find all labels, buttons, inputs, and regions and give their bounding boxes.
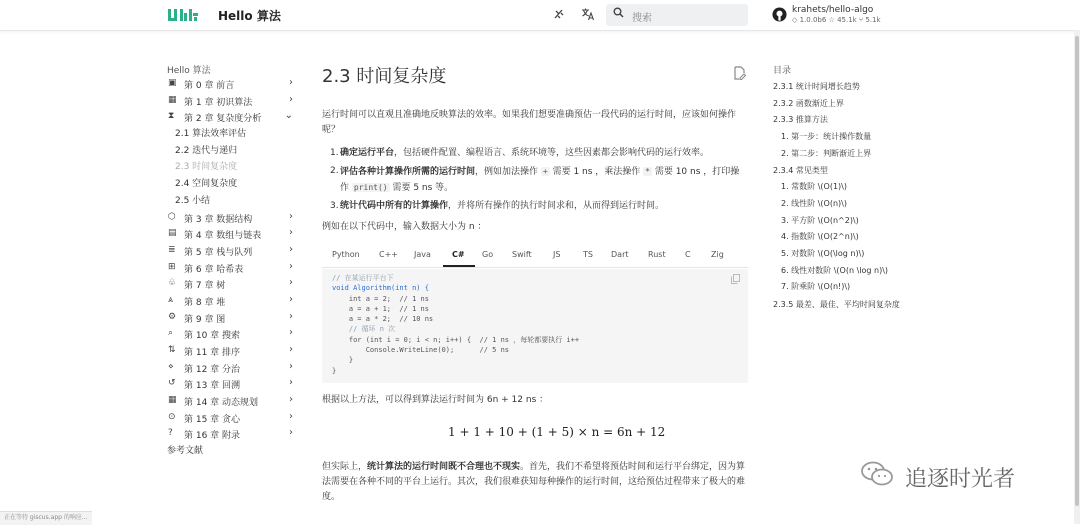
sidebar-item-label: 第 0 章 前言 (184, 81, 235, 91)
inline-code: * (645, 167, 650, 176)
tab-java[interactable]: Java (414, 250, 431, 259)
code-text (332, 273, 579, 376)
copy-icon[interactable] (731, 274, 740, 287)
table-search-icon: ⊞ (168, 261, 176, 272)
active-tab-indicator (443, 265, 475, 267)
sidebar-item-label: 第 1 章 初识算法 (184, 97, 253, 108)
step-text: 需要 10 ns ，打印操作 (340, 167, 740, 193)
code-line-7: Console.WriteLine(0); // 5 ns (332, 346, 510, 355)
code-line-0: // 在某运行平台下 (332, 274, 394, 282)
chevron-right-icon: › (289, 360, 293, 372)
intro-paragraph: 运行时间可以直观且准确地反映算法的效率。如果我们想要准确预估一段代码的运行时间，应该如何操作呢？ (322, 110, 737, 135)
toc-item[interactable]: 2.3.5 最差、最佳、平均时间复杂度 (773, 300, 900, 310)
watermark-text: 追逐时光者 (905, 467, 1016, 492)
step-bold: 确定运行平台 (340, 148, 395, 158)
toc-item[interactable]: 2.3.2 函数渐近上界 (773, 98, 844, 108)
step-text: ，例如加法操作 (475, 167, 541, 177)
sidebar-item-chapter-11[interactable] (167, 344, 299, 361)
code-line-9: } (332, 366, 337, 375)
closing-paragraph (322, 460, 748, 505)
sidebar-item-label: 第 4 章 数组与链表 (184, 231, 262, 242)
translate-icon[interactable] (580, 7, 596, 23)
toc-item[interactable]: 2.3.4 常见类型 (773, 165, 828, 175)
toc-item[interactable]: 1. 第一步：统计操作数量 (781, 132, 872, 142)
toc-item[interactable]: 2. 第二步：判断渐近上界 (781, 148, 872, 158)
grid-icon: ▤ (168, 228, 177, 239)
tab-js[interactable]: JS (553, 250, 561, 259)
sidebar-item-chapter-4[interactable] (167, 227, 299, 244)
sidebar-item-chapter-2[interactable] (167, 110, 299, 127)
toc-item[interactable]: 6. 线性对数阶 \(O(n \log n)\) (781, 265, 889, 275)
repo-forks: 5.1k (865, 16, 881, 24)
sidebar-item-label: 第 15 章 贪心 (184, 414, 241, 425)
list-item: 2. 评估各种计算操作所需的运行时间，例如加法操作 + 需要 1 ns ，乘法操作 * 需要 10 ns ，打印操作 print() 需要 5 ns 等。 (330, 166, 740, 193)
sidebar-item-label: 第 5 章 栈与队列 (184, 247, 253, 258)
tab-python[interactable]: Python (332, 250, 360, 259)
closing-text-rest: 。首先，我们不希望将预估时间和运行平台绑定，因为算法需要在各种不同的平台上运行。其次，我们很难获知每种操作的运行时间，这给预估过程带来了极大的难度。 (322, 462, 746, 502)
code-line-3: a = a + 1; // 1 ns (332, 304, 429, 313)
chevron-right-icon: › (289, 377, 293, 389)
hourglass-icon: ⧗ (168, 111, 175, 122)
inline-code: print() (353, 183, 388, 192)
step-text: ，并将所有操作的执行时间求和，从而得到运行时间。 (448, 201, 665, 211)
sidebar-subitem-2-3-active[interactable]: 2.3 时间复杂度 (175, 162, 238, 173)
result-paragraph: 根据以上方法，可以得到算法运行时间为 6n + 12 ns ： (322, 395, 549, 405)
chevron-right-icon: › (289, 277, 293, 289)
search-input[interactable] (606, 4, 748, 26)
code-line-6: for (int i = 0; i < n; i++) { // 1 ns ，每轮都要执行 i++ (332, 335, 580, 344)
chevron-right-icon: › (289, 427, 293, 439)
sidebar-nav (167, 63, 299, 460)
sidebar-item-label: 第 16 章 附录 (184, 431, 241, 442)
sidebar-item-chapter-7[interactable] (167, 277, 299, 294)
hello-algo-logo[interactable] (167, 5, 199, 25)
chevron-right-icon: › (289, 410, 293, 422)
sidebar-item-chapter-12[interactable] (167, 361, 299, 378)
sidebar-item-label: 第 2 章 复杂度分析 (184, 114, 262, 125)
wechat-icon (860, 460, 894, 494)
code-line-5: // 循环 n 次 (332, 325, 396, 334)
runtime-formula: 1 + 1 + 10 + (1 + 5) × n = 6n + 12 (448, 425, 666, 439)
tab-c[interactable]: C (685, 250, 691, 259)
step-bold: 评估各种计算操作所需的运行时间 (340, 167, 476, 177)
tab-dart[interactable]: Dart (611, 250, 629, 259)
tree-icon: ♧ (168, 278, 177, 289)
tab-go[interactable]: Go (482, 250, 494, 259)
sidebar-item-chapter-15[interactable] (167, 411, 299, 428)
chevron-right-icon: › (289, 77, 293, 88)
closing-text: 但实际上， (322, 462, 368, 472)
example-intro: 例如在以下代码中，输入数据大小为 n ： (322, 222, 487, 232)
toc-item[interactable]: 2.3.3 推算方法 (773, 115, 828, 125)
repo-version: 1.0.0b6 (799, 16, 827, 24)
repo-stars: 45.1k (837, 16, 857, 24)
sidebar-item-label: 第 11 章 排序 (184, 348, 241, 358)
sidebar-item-label: 第 6 章 哈希表 (184, 264, 244, 275)
toc-item[interactable]: 3. 平方阶 \(O(n^2)\) (781, 215, 859, 225)
site-title[interactable]: Hello 算法 (218, 9, 281, 23)
sidebar-item-chapter-10[interactable] (167, 327, 299, 344)
github-icon (772, 7, 787, 26)
sidebar-item-references[interactable]: 参考文献 (167, 446, 204, 457)
chevron-right-icon: › (289, 293, 293, 305)
code-line-8: } (332, 356, 354, 365)
scrollbar-thumb[interactable] (1075, 36, 1079, 506)
shapes-icon: ⬡ (168, 211, 176, 222)
sidebar-item-chapter-1[interactable] (167, 94, 299, 111)
repo-name: krahets/hello-algo (792, 5, 874, 15)
toc-item[interactable]: 5. 对数阶 \(O(\log n)\) (781, 249, 865, 259)
code-line-1: void Algorithm(int n) { (332, 284, 429, 293)
book-icon: ▣ (168, 78, 177, 88)
list-item: 1. 确定运行平台，包括硬件配置、编程语言、系统环境等，这些因素都会影响代码的运行效率。 (330, 148, 710, 158)
page-title: 2.3 时间复杂度 (322, 66, 447, 87)
sidebar-subitem-2-2[interactable]: 2.2 迭代与递归 (175, 145, 238, 156)
sidebar-item-chapter-3[interactable] (167, 211, 299, 228)
sidebar-item-chapter-14[interactable] (167, 394, 299, 411)
palette-off-icon[interactable] (551, 7, 567, 23)
search-placeholder: 搜索 (632, 13, 652, 24)
help-circle-icon: ? (168, 428, 173, 439)
chevron-right-icon: › (289, 93, 293, 105)
stack-icon: ≣ (168, 244, 176, 255)
page-scrollbar[interactable] (1074, 30, 1080, 524)
sidebar-subitem-2-4[interactable]: 2.4 空间复杂度 (175, 179, 238, 190)
sidebar-item-chapter-0[interactable] (167, 77, 299, 94)
sidebar-item-chapter-6[interactable] (167, 261, 299, 278)
tab-rust[interactable]: Rust (648, 250, 666, 259)
chevron-right-icon: › (289, 210, 293, 222)
chevron-right-icon: › (289, 227, 293, 239)
sort-icon: ⇅ (168, 345, 176, 355)
tab-cpp[interactable]: C++ (379, 250, 398, 259)
step-bold: 统计代码中所有的计算操作 (340, 201, 449, 211)
chevron-right-icon: › (289, 260, 293, 272)
step-text: 需要 5 ns 等。 (389, 183, 454, 193)
toc-item[interactable]: 4. 指数阶 \(O(2^n)\) (781, 232, 859, 242)
top-header (0, 0, 1080, 31)
heap-icon: ⩓ (168, 294, 174, 305)
inline-code: + (542, 167, 548, 176)
sidebar-item-label: 第 7 章 树 (184, 281, 226, 292)
chevron-right-icon: › (289, 344, 293, 355)
sidebar-item-chapter-5[interactable] (167, 244, 299, 261)
list-item: 3. 统计代码中所有的计算操作，并将所有操作的执行时间求和，从而得到运行时间。 (330, 201, 665, 211)
toc-item[interactable]: 2. 线性阶 \(O(n)\) (781, 198, 847, 208)
sidebar-subitem-2-5[interactable]: 2.5 小结 (175, 195, 211, 206)
step-text: 需要 1 ns ，乘法操作 (549, 167, 644, 177)
table-of-contents (773, 63, 903, 310)
sidebar-item-chapter-16[interactable] (167, 427, 299, 444)
language-tabs (322, 245, 748, 268)
code-block (322, 269, 748, 383)
sidebar-item-label: 第 12 章 分治 (184, 364, 241, 375)
sidebar-item-label: 第 13 章 回溯 (184, 381, 241, 392)
calculator-icon: ▦ (168, 94, 177, 105)
backtrack-icon: ↺ (168, 378, 176, 389)
map-pin-icon: ⊙ (168, 411, 176, 422)
tab-zig[interactable]: Zig (711, 250, 724, 259)
graph-icon: ⚙ (168, 311, 177, 322)
step-text: ，包括硬件配置、编程语言、系统环境等，这些因素都会影响代码的运行效率。 (394, 148, 710, 158)
search-icon (613, 7, 624, 21)
edit-page-icon[interactable] (733, 66, 746, 84)
sidebar-item-label: 第 14 章 动态规划 (184, 398, 259, 409)
chevron-right-icon: › (289, 243, 293, 255)
code-line-4: a = a * 2; // 10 ns (332, 315, 434, 324)
chevron-right-icon: › (289, 394, 293, 406)
chevron-right-icon: › (289, 310, 293, 322)
repo-stats: ◇ 1.0.0b6 ☆ 45.1k ⑂ 5.1k (792, 16, 881, 24)
toc-item[interactable]: 2.3.1 统计时间增长趋势 (773, 82, 860, 91)
sidebar-subitem-2-1[interactable]: 2.1 算法效率评估 (175, 129, 247, 140)
tab-csharp[interactable]: C# (452, 250, 465, 259)
tab-swift[interactable]: Swift (512, 250, 532, 259)
sidebar-heading: Hello 算法 (167, 66, 211, 76)
sidebar-item-label: 第 9 章 图 (184, 314, 226, 325)
split-icon: ⋄ (168, 361, 174, 372)
sidebar-item-chapter-9[interactable] (167, 311, 299, 328)
text-search-icon: ⌕ (168, 328, 174, 339)
sidebar-item-chapter-8[interactable] (167, 294, 299, 311)
sidebar-item-label: 第 3 章 数据结构 (184, 214, 253, 225)
sidebar-item-label: 第 8 章 堆 (184, 297, 226, 308)
table-pivot-icon: ▦ (168, 395, 177, 406)
toc-heading: 目录 (773, 66, 792, 76)
toc-item[interactable]: 1. 常数阶 \(O(1)\) (781, 182, 847, 192)
tab-ts[interactable]: TS (583, 250, 593, 259)
closing-bold: 统计算法的运行时间既不合理也不现实 (367, 462, 521, 472)
steps-list (322, 146, 748, 217)
status-bar: 正在等待 giscus.app 的响应... (0, 511, 92, 525)
chevron-right-icon: › (289, 327, 293, 339)
sidebar-item-label: 第 10 章 搜索 (184, 331, 241, 342)
chevron-down-icon: ⌄ (284, 110, 293, 122)
sidebar-item-chapter-13[interactable] (167, 377, 299, 394)
toc-item[interactable]: 7. 阶乘阶 \(O(n!)\) (781, 282, 851, 292)
wechat-watermark (860, 456, 1050, 496)
code-line-2: int a = 2; // 1 ns (332, 294, 429, 303)
